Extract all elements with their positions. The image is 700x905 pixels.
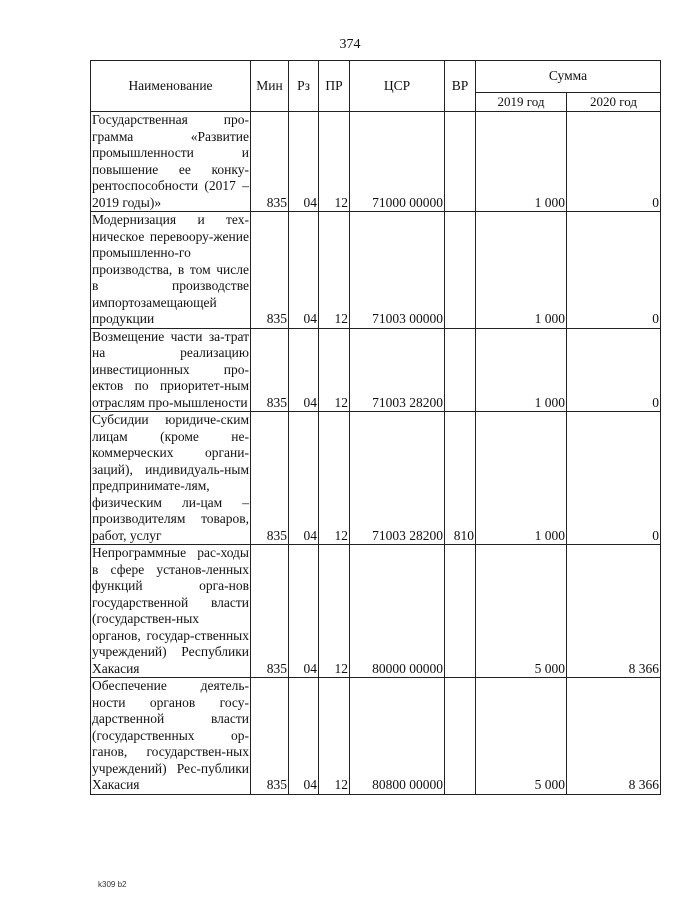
row-sum-2020: 0 xyxy=(567,328,661,412)
row-csr: 71003 28200 xyxy=(350,412,445,545)
row-rz: 04 xyxy=(289,545,319,678)
header-vr: ВР xyxy=(445,61,476,112)
row-name: Непрограммные рас-ходы в сфере установ-ленных функций орга-нов государственной власти (государствен-ных органов, государ-ственных учреждений) Республики Хакасия xyxy=(92,545,249,676)
row-sum-2019: 1 000 xyxy=(476,112,567,212)
row-sum-2019: 5 000 xyxy=(476,678,567,795)
row-min: 835 xyxy=(251,545,289,678)
row-vr xyxy=(445,112,476,212)
row-vr xyxy=(445,678,476,795)
row-name: Обеспечение деятель-ности органов госу-дарственной власти (государственных ор-ганов, государствен-ных учреждений) Рес-публики Хакасия xyxy=(92,678,249,792)
row-pr: 12 xyxy=(319,112,350,212)
row-sum-2019: 1 000 xyxy=(476,412,567,545)
row-rz: 04 xyxy=(289,212,319,329)
header-rz: Рз xyxy=(289,61,319,112)
header-year-2019: 2019 год xyxy=(476,92,567,111)
row-min: 835 xyxy=(251,678,289,795)
header-pr: ПР xyxy=(319,61,350,112)
row-vr: 810 xyxy=(445,412,476,545)
row-name: Субсидии юридиче-ским лицам (кроме не-коммерческих органи-заций), индивидуаль-ным предпринимате-лям, физическим ли-цам – производителям товаров, работ, услуг xyxy=(92,412,249,543)
row-min: 835 xyxy=(251,328,289,412)
row-vr xyxy=(445,328,476,412)
row-vr xyxy=(445,545,476,678)
row-csr: 71000 00000 xyxy=(350,112,445,212)
row-name: Модернизация и тех-ническое перевоору-жение промышленно-го производства, в том числе в производстве импортозамещающей продукции xyxy=(92,212,249,326)
row-min: 835 xyxy=(251,112,289,212)
row-csr: 80000 00000 xyxy=(350,545,445,678)
table-row xyxy=(91,212,661,329)
row-pr: 12 xyxy=(319,328,350,412)
footer-code: k309 b2 xyxy=(98,880,127,889)
header-csr: ЦСР xyxy=(350,61,445,112)
budget-table xyxy=(90,60,661,795)
table-row xyxy=(91,328,661,412)
row-pr: 12 xyxy=(319,412,350,545)
row-sum-2020: 8 366 xyxy=(567,545,661,678)
table-row xyxy=(91,112,661,212)
row-min: 835 xyxy=(251,412,289,545)
table-row xyxy=(91,412,661,545)
row-pr: 12 xyxy=(319,678,350,795)
row-name: Государственная про-грамма «Развитие промышленности и повышение ее конку-рентоспособности (2017 – 2019 годы)» xyxy=(92,112,249,210)
row-csr: 71003 00000 xyxy=(350,212,445,329)
row-sum-2020: 0 xyxy=(567,212,661,329)
table-row xyxy=(91,678,661,795)
header-year-2020: 2020 год xyxy=(567,92,661,111)
row-pr: 12 xyxy=(319,212,350,329)
row-rz: 04 xyxy=(289,328,319,412)
row-csr: 71003 28200 xyxy=(350,328,445,412)
row-vr xyxy=(445,212,476,329)
row-sum-2020: 8 366 xyxy=(567,678,661,795)
row-csr: 80800 00000 xyxy=(350,678,445,795)
table-row xyxy=(91,545,661,678)
row-pr: 12 xyxy=(319,545,350,678)
row-rz: 04 xyxy=(289,412,319,545)
header-name: Наименование xyxy=(91,61,251,112)
row-sum-2019: 1 000 xyxy=(476,328,567,412)
row-sum-2019: 5 000 xyxy=(476,545,567,678)
row-rz: 04 xyxy=(289,112,319,212)
row-min: 835 xyxy=(251,212,289,329)
page-number: 374 xyxy=(339,37,361,52)
header-sum: Сумма xyxy=(476,61,661,93)
row-sum-2020: 0 xyxy=(567,412,661,545)
row-sum-2019: 1 000 xyxy=(476,212,567,329)
header-min: Мин xyxy=(251,61,289,112)
row-rz: 04 xyxy=(289,678,319,795)
row-sum-2020: 0 xyxy=(567,112,661,212)
row-name: Возмещение части за-трат на реализацию инвестиционных про-ектов по приоритет-ным отраслям про-мышлености xyxy=(92,328,249,410)
